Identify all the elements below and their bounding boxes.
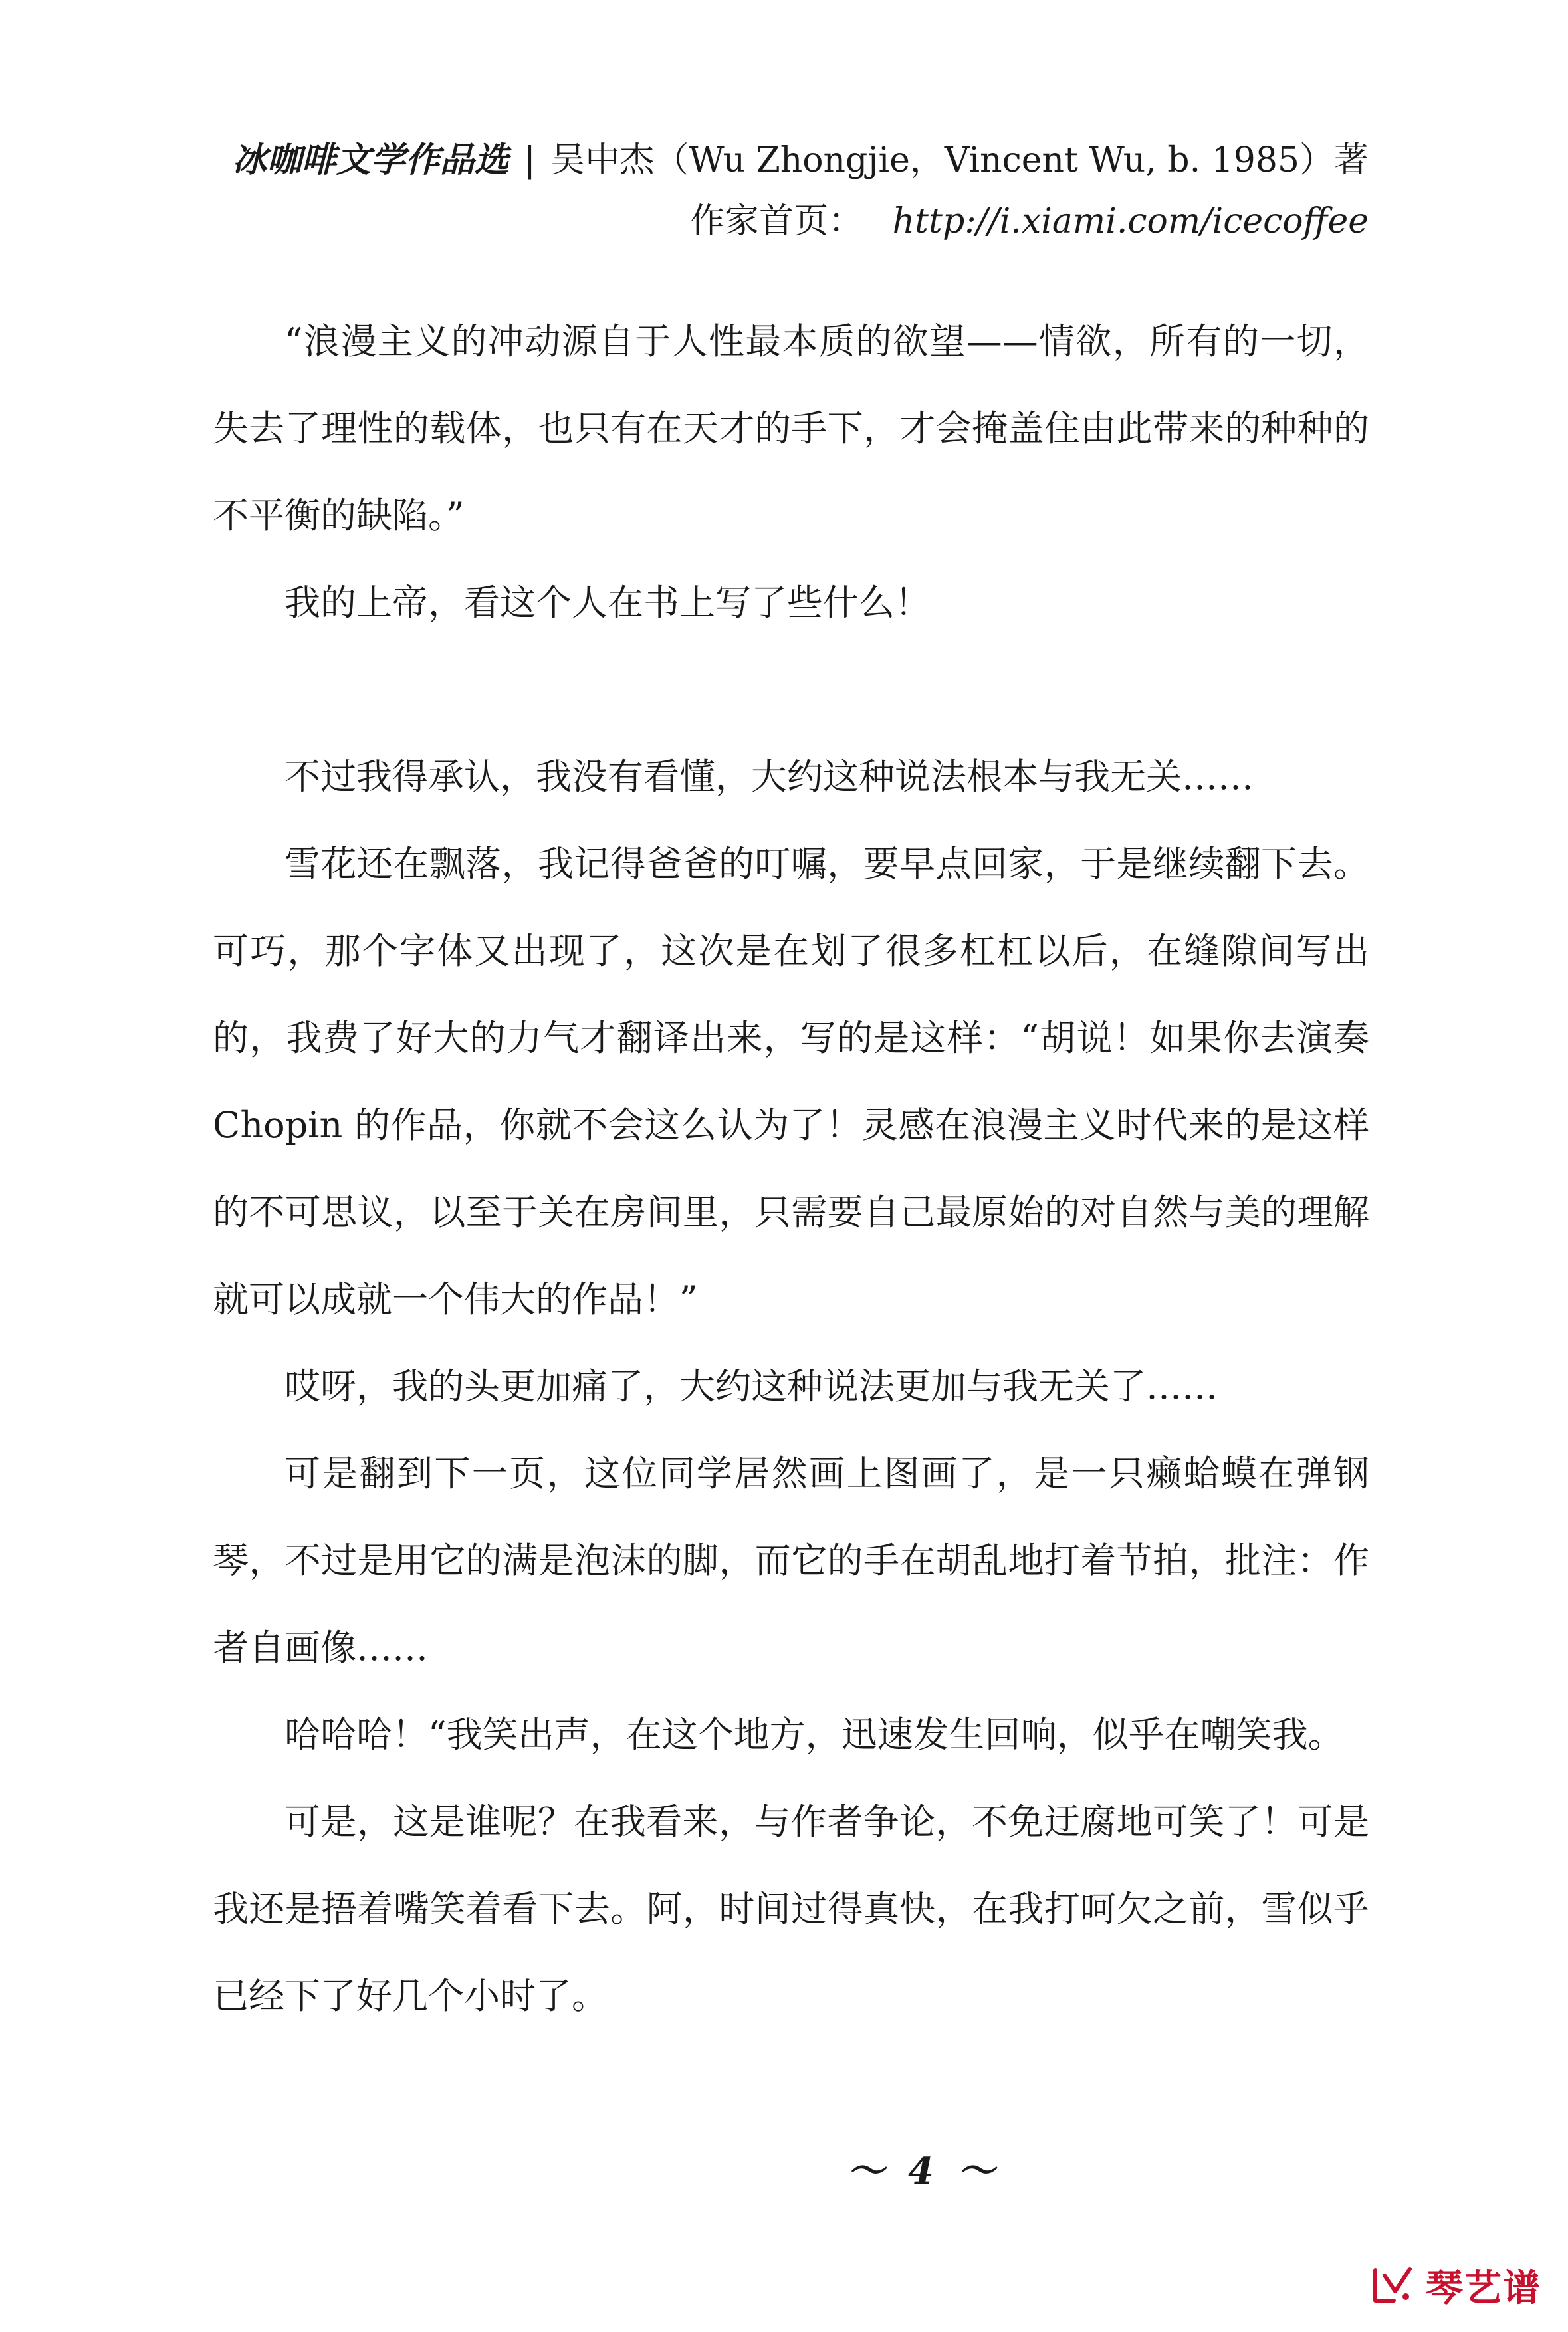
paragraph: 哎呀，我的头更加痛了，大约这种说法更加与我无关了…… [284,1365,1218,1407]
page-number: ～ 4 ～ [847,2149,1000,2193]
watermark-text: 琴艺谱 [1426,2267,1541,2310]
header-homepage-line [172,191,1369,252]
homepage-url[interactable]: http://i.xiami.com/icecoffee [892,201,1369,241]
series-title: 冰咖啡文学作品选 [232,140,509,180]
header-separator: | [524,140,536,180]
paragraph: 可是翻到下一页，这位同学居然画上图画了，是一只癞蛤蟆在弹钢琴，不过是用它的满是泡沫的脚，而它的手在胡乱地打着节拍，批注：作者自画像…… [213,1453,1369,1669]
qinyipu-logo-icon [1370,2262,1416,2309]
page-header [172,130,1369,252]
paragraph: 不过我得承认，我没有看懂，大约这种说法根本与我无关…… [284,756,1254,798]
paragraph: “浪漫主义的冲动源自于人性最本质的欲望——情欲，所有的一切，失去了理性的载体，也只有在天才的手下，才会掩盖住由此带来的种种的不平衡的缺陷。” [213,320,1369,536]
paragraph: 我的上帝，看这个人在书上写了些什么！ [284,582,931,624]
paragraph: 雪花还在飘落，我记得爸爸的叮嘱，要早点回家，于是继续翻下去。可巧，那个字体又出现了，这次是在划了很多杠杠以后，在缝隙间写出的，我费了好大的力气才翻译出来，写的是这样：“胡说！如果你去演奏 Chopin 的作品，你就不会这么认为了！灵感在浪漫主义时代来的是这样的不可思议，以至于关在房间里，只需要自己最原始的对自然与美的理解就可以成就一个伟大的作品！” [213,843,1369,1320]
watermark [1370,2259,1541,2312]
homepage-label: 作家首页： [690,201,863,241]
header-title-line [172,130,1369,191]
body-text [213,298,1369,2040]
section-break [213,646,1369,733]
paragraph: 哈哈哈！“我笑出声，在这个地方，迅速发生回响，似乎在嘲笑我。 [284,1714,1344,1756]
author-line: 吴中杰（Wu Zhongjie，Vincent Wu, b. 1985）著 [550,140,1369,180]
paragraph: 可是，这是谁呢？在我看来，与作者争论，不免迂腐地可笑了！可是我还是捂着嘴笑着看下去。阿，时间过得真快，在我打呵欠之前，雪似乎已经下了好几个小时了。 [213,1801,1369,2017]
